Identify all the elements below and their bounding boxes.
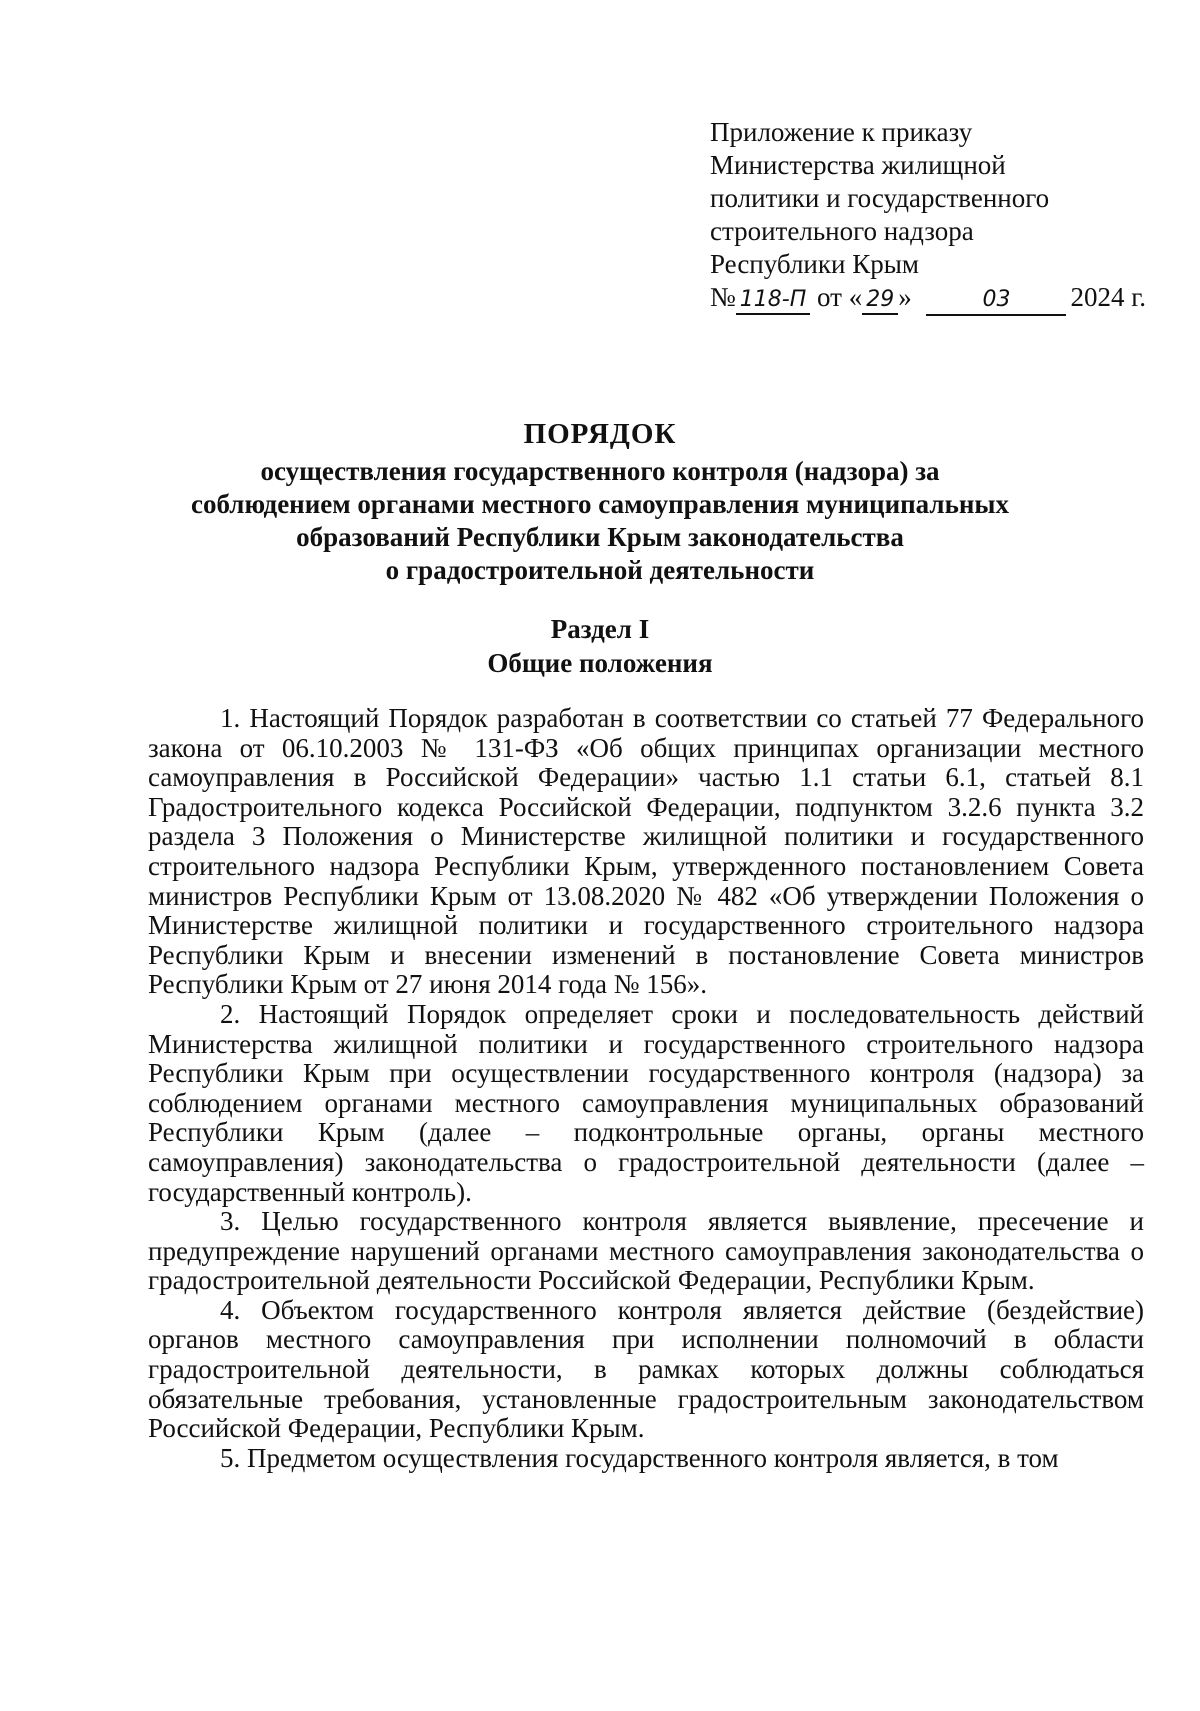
date-from-label: от « [817, 282, 863, 312]
month-handwritten: 03 [982, 287, 1011, 312]
paragraph: 1. Настоящий Порядок разработан в соответствии со статьей 77 Федерального закона от 06.10.2003 № 131-ФЗ «Об общих принципах организации местного самоуправления в Российской Федерации» частью 1.1 статьи 6.1, статьей 8.1 Градостроительного кодекса Российской Федерации, подпунктом 3.2.6 пункта 3.2 раздела 3 Положения о Министерстве жилищной политики и государственного строительного надзора Республики Крым, утвержденного постановлением Совета министров Республики Крым от 13.08.2020 № 482 «Об утверждении Положения о Министерстве жилищной политики и государственного строительного надзора Республики Крым и внесении изменений в постановление Совета министров Республики Крым от 27 июня 2014 года № 156». [148, 703, 1144, 1000]
appendix-line: Приложение к приказу [710, 117, 973, 147]
number-prefix: № [710, 282, 736, 312]
appendix-line: Министерства жилищной [710, 150, 1006, 180]
title-line: соблюдением органами местного самоуправления муниципальных [190, 489, 1009, 519]
day-handwritten: 29 [862, 287, 898, 315]
title-line: образований Республики Крым законодательства [296, 522, 904, 552]
section-number: Раздел I [550, 614, 650, 644]
year-label: 2024 г. [1070, 282, 1146, 312]
document-title [0, 418, 1200, 587]
appendix-block [710, 116, 1170, 316]
appendix-line: Республики Крым [710, 249, 919, 279]
document-body [148, 704, 1144, 1473]
paragraph: 2. Настоящий Порядок определяет сроки и последовательность действий Министерства жилищной политики и государственного строительного надзора Республики Крым при осуществлении государственного контроля (надзора) за соблюдением органами местного самоуправления муниципальных образований Республики Крым (далее – подконтрольные органы, органы местного самоуправления) законодательства о градостроительной деятельности (далее – государственный контроль). [148, 998, 1144, 1207]
order-number-line [710, 281, 1170, 316]
section-heading [0, 612, 1200, 680]
paragraph: 3. Целью государственного контроля является выявление, пресечение и предупреждение нарушений органами местного самоуправления законодательства о градостроительной деятельности Российской Федерации, Республики Крым. [148, 1206, 1144, 1296]
title-line: о градостроительной деятельности [385, 555, 815, 585]
order-number-handwritten: 118-П [736, 287, 810, 315]
appendix-line: строительного надзора [710, 216, 974, 246]
paragraph: 5. Предметом осуществления государственного контроля является, в том [220, 1442, 1059, 1473]
title-main: ПОРЯДОК [523, 418, 677, 450]
appendix-line: политики и государственного [710, 183, 1050, 213]
date-close-quote: » [898, 282, 912, 312]
title-line: осуществления государственного контроля (надзора) за [260, 456, 940, 486]
paragraph: 4. Объектом государственного контроля является действие (бездействие) органов местного самоуправления при исполнении полномочий в области градостроительной деятельности, в рамках которых должны соблюдаться обязательные требования, установленные градостроительным законодательством Российской Федерации, Республики Крым. [148, 1294, 1144, 1444]
section-name: Общие положения [487, 648, 713, 678]
